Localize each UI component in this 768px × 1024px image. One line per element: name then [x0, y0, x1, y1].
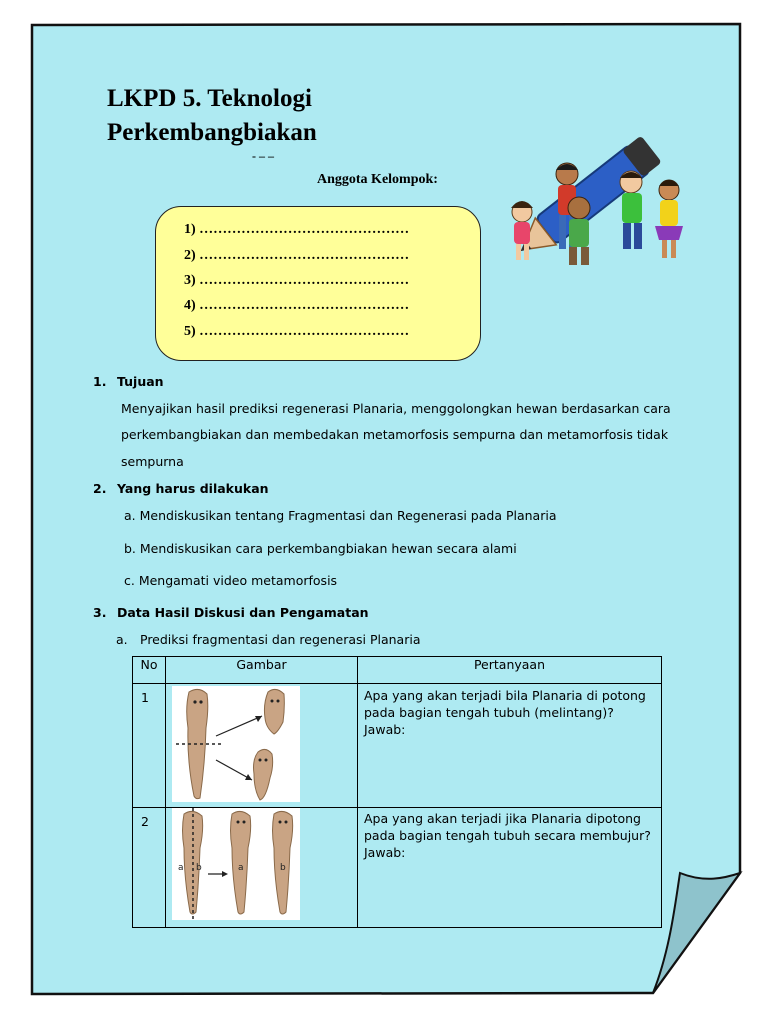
section-2-number: 2. — [93, 481, 107, 496]
row-1-answer-label[interactable]: Jawab: — [364, 722, 406, 737]
table-row — [133, 808, 662, 928]
header-no: No — [133, 657, 166, 684]
title-dash: - – – — [252, 149, 274, 163]
section-2-heading: Yang harus dilakukan — [117, 481, 269, 496]
title-line-2: Perkembangbiakan — [107, 119, 317, 146]
header-gambar: Gambar — [166, 657, 358, 684]
title-line-1: LKPD 5. Teknologi — [107, 85, 312, 112]
row-2-answer-label[interactable]: Jawab: — [364, 845, 406, 860]
section-3a-number: a. — [116, 632, 128, 647]
objective-line-1: Menyajikan hasil prediksi regenerasi Planaria, menggolongkan hewan berdasarkan cara — [121, 401, 671, 416]
table-row — [133, 684, 662, 808]
task-item-a: a. Mendiskusikan tentang Fragmentasi dan Regenerasi pada Planaria — [124, 508, 557, 523]
row-2-label-b-left: b — [196, 863, 202, 873]
member-line-5[interactable]: 5) ……………………………………… — [184, 324, 410, 339]
planaria-table — [132, 656, 662, 928]
member-line-3[interactable]: 3) ……………………………………… — [184, 273, 410, 288]
section-1-number: 1. — [93, 374, 107, 389]
objective-line-3: sempurna — [121, 454, 184, 469]
row-1-number: 1 — [141, 690, 149, 705]
section-3a-heading: Prediksi fragmentasi dan regenerasi Planaria — [140, 632, 421, 647]
task-item-c: c. Mengamati video metamorfosis — [124, 573, 338, 588]
objective-line-2: perkembangbiakan dan membedakan metamorfosis sempurna dan metamorfosis tidak — [121, 427, 669, 442]
table-header-row — [133, 657, 662, 684]
row-2-label-b-right: b — [280, 863, 286, 873]
task-item-b: b. Mendiskusikan cara perkembangbiakan hewan secara alami — [124, 541, 517, 556]
section-3-heading: Data Hasil Diskusi dan Pengamatan — [117, 605, 369, 620]
row-2-number: 2 — [141, 814, 149, 829]
section-1-heading: Tujuan — [117, 374, 164, 389]
member-line-4[interactable]: 4) ……………………………………… — [184, 298, 410, 313]
header-pertanyaan: Pertanyaan — [358, 657, 662, 684]
row-2-question: Apa yang akan terjadi jika Planaria dipotong pada bagian tengah tubuh secara membujur? — [364, 811, 651, 843]
row-1-question: Apa yang akan terjadi bila Planaria di potong pada bagian tengah tubuh (melintang)? — [364, 688, 646, 720]
row-2-label-a-right: a — [238, 863, 244, 873]
member-line-1[interactable]: 1) ……………………………………… — [184, 222, 410, 237]
children-pencil-illustration — [497, 128, 700, 273]
section-3-number: 3. — [93, 605, 107, 620]
anggota-label: Anggota Kelompok: — [317, 172, 438, 187]
row-2-label-a-left: a — [178, 863, 184, 873]
planaria-transverse-image — [172, 686, 300, 802]
planaria-longitudinal-image — [172, 808, 300, 920]
member-line-2[interactable]: 2) ……………………………………… — [184, 248, 410, 263]
